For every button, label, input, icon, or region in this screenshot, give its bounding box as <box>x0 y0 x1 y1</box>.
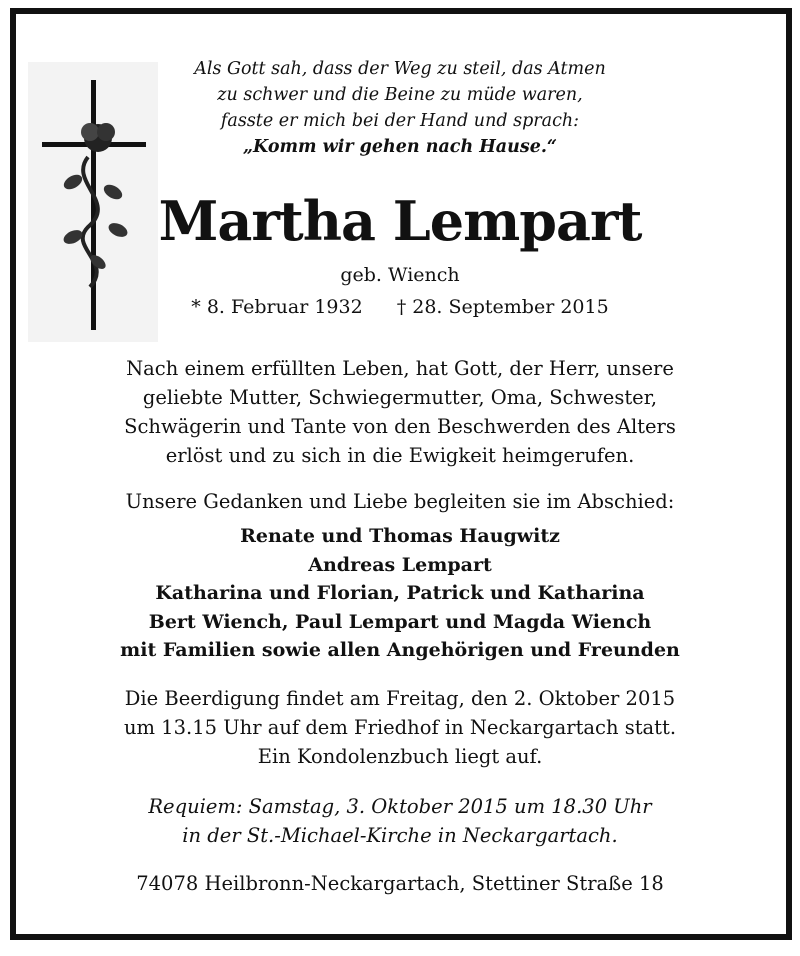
family-line: Andreas Lempart <box>308 553 492 576</box>
announcement-paragraph <box>80 354 720 470</box>
funeral-line: Die Beerdigung findet am Freitag, den 2. Oktober 2015 <box>124 687 676 710</box>
thoughts-line: Unsere Gedanken und Liebe begleiten sie im Abschied: <box>125 490 675 513</box>
funeral-line: um 13.15 Uhr auf dem Friedhof in Neckargartach statt. <box>123 716 677 739</box>
requiem-line: Requiem: Samstag, 3. Oktober 2015 um 18.30 Uhr <box>148 795 652 818</box>
requiem-line: in der St.-Michael-Kirche in Neckargartach. <box>182 824 618 847</box>
paragraph-line: Nach einem erfüllten Leben, hat Gott, der Herr, unsere <box>126 357 674 380</box>
family-line: Bert Wiench, Paul Lempart und Magda Wiench <box>148 610 652 633</box>
birth-date: * 8. Februar 1932 <box>191 296 363 318</box>
address: 74078 Heilbronn-Neckargartach, Stettiner Straße 18 <box>136 872 664 895</box>
birth-name: geb. Wiench <box>340 264 460 286</box>
requiem-info <box>90 792 710 850</box>
family-list <box>70 522 730 665</box>
life-dates <box>90 296 710 318</box>
funeral-info <box>80 684 720 771</box>
paragraph-line: erlöst und zu sich in die Ewigkeit heimgerufen. <box>165 444 635 467</box>
verse-line: fasste er mich bei der Hand und sprach: <box>220 111 580 131</box>
verse-line: Als Gott sah, dass der Weg zu steil, das Atmen <box>194 59 606 79</box>
paragraph-line: Schwägerin und Tante von den Beschwerden des Alters <box>124 415 676 438</box>
family-line: mit Familien sowie allen Angehörigen und Freunden <box>120 639 680 661</box>
family-line: Katharina und Florian, Patrick und Katharina <box>155 582 645 604</box>
deceased-name: Martha Lempart <box>158 189 642 253</box>
verse-line: zu schwer und die Beine zu müde waren, <box>217 85 583 105</box>
verse-line-quote: „Komm wir gehen nach Hause.“ <box>242 137 558 157</box>
paragraph-line: geliebte Mutter, Schwiegermutter, Oma, Schwester, <box>142 386 658 409</box>
funeral-line: Ein Kondolenzbuch liegt auf. <box>257 745 543 768</box>
family-line: Renate und Thomas Haugwitz <box>240 525 560 547</box>
death-date: † 28. September 2015 <box>396 296 609 318</box>
verse <box>160 56 640 160</box>
